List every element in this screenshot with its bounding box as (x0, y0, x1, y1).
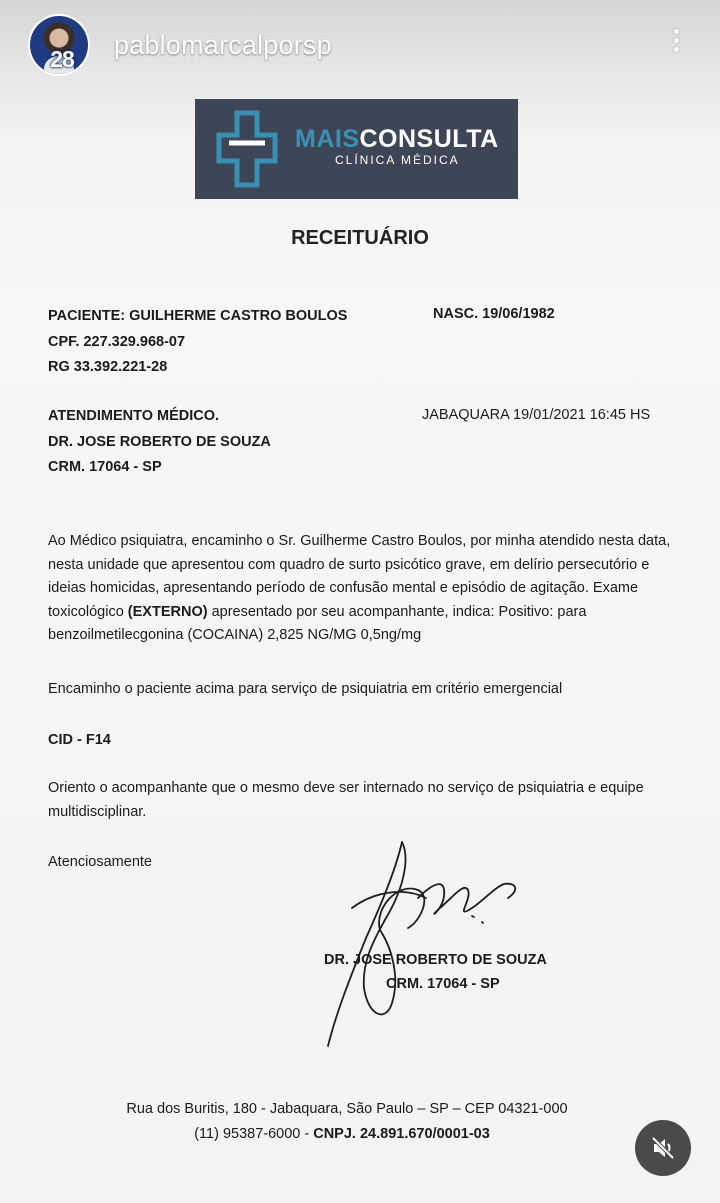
referral-text-end: apresentado por seu acompanhante, indica: Positivo: para benzoilmetilecgonina (COCAINA) 2,825 NG/MG 0,5ng/mg (48, 603, 587, 643)
medical-cross-icon (215, 109, 279, 189)
attendance-place-date: JABAQUARA 19/01/2021 16:45 HS (422, 407, 651, 423)
logo-consulta: CONSULTA (359, 125, 499, 153)
document-title: RECEITUÁRIO (291, 227, 429, 249)
footer-address: Rua dos Buritis, 180 - Jabaquara, São Paulo – SP – CEP 04321-000 (126, 1101, 568, 1117)
footer-phone: (11) 95387-6000 - (194, 1126, 314, 1142)
logo-subtitle: CLÍNICA MÉDICA (335, 153, 460, 167)
patient-cpf: CPF. 227.329.968-07 (48, 334, 186, 350)
footer-cnpj: CNPJ. 24.891.670/0001-03 (313, 1126, 490, 1142)
avatar-badge: 28 (50, 46, 74, 72)
story-header (0, 0, 720, 90)
logo-mais: MAIS (295, 125, 360, 153)
patient-birth: NASC. 19/06/1982 (433, 306, 555, 322)
attendance-label: ATENDIMENTO MÉDICO. (48, 408, 220, 424)
logo-wordmark (295, 125, 499, 154)
muted-speaker-icon (650, 1135, 676, 1161)
patient-rg: RG 33.392.221-28 (48, 359, 168, 375)
emergency-referral: Encaminho o paciente acima para serviço de psiquiatria em critério emergencial (48, 681, 563, 697)
more-options-button[interactable] (664, 26, 688, 66)
instruction-paragraph: Oriento o acompanhante que o mesmo deve ser internado no serviço de psiquiatria e equipe multidisciplinar. (48, 780, 644, 820)
signature-crm: CRM. 17064 - SP (386, 976, 500, 992)
handwritten-signature (322, 838, 532, 1053)
referral-paragraph (48, 530, 678, 648)
referral-external: (EXTERNO) (127, 603, 208, 620)
username[interactable]: pablomarcalporsp (114, 30, 332, 60)
attendance-doctor: DR. JOSE ROBERTO DE SOUZA (48, 434, 271, 450)
footer-contact (0, 1126, 684, 1142)
patient-name: PACIENTE: GUILHERME CASTRO BOULOS (48, 308, 348, 324)
referral-text-start: Ao Médico psiquiatra, encaminho o Sr. Guilherme Castro Boulos, por minha atendido nesta data, nesta unidade que apresentou com quadro de surto psicótico grave, em delírio persecutório e ideias homicidas, apresentando período de confusão mental e episódio de agitação. Exame toxicológico (48, 533, 671, 620)
attendance-crm: CRM. 17064 - SP (48, 459, 162, 475)
mute-button[interactable] (635, 1120, 691, 1176)
signature-doctor-name: DR. JOSE ROBERTO DE SOUZA (324, 952, 547, 968)
closing-text: Atenciosamente (48, 854, 152, 870)
cid-code: CID - F14 (48, 732, 111, 748)
more-vertical-icon (674, 29, 679, 34)
clinic-logo (195, 99, 518, 199)
